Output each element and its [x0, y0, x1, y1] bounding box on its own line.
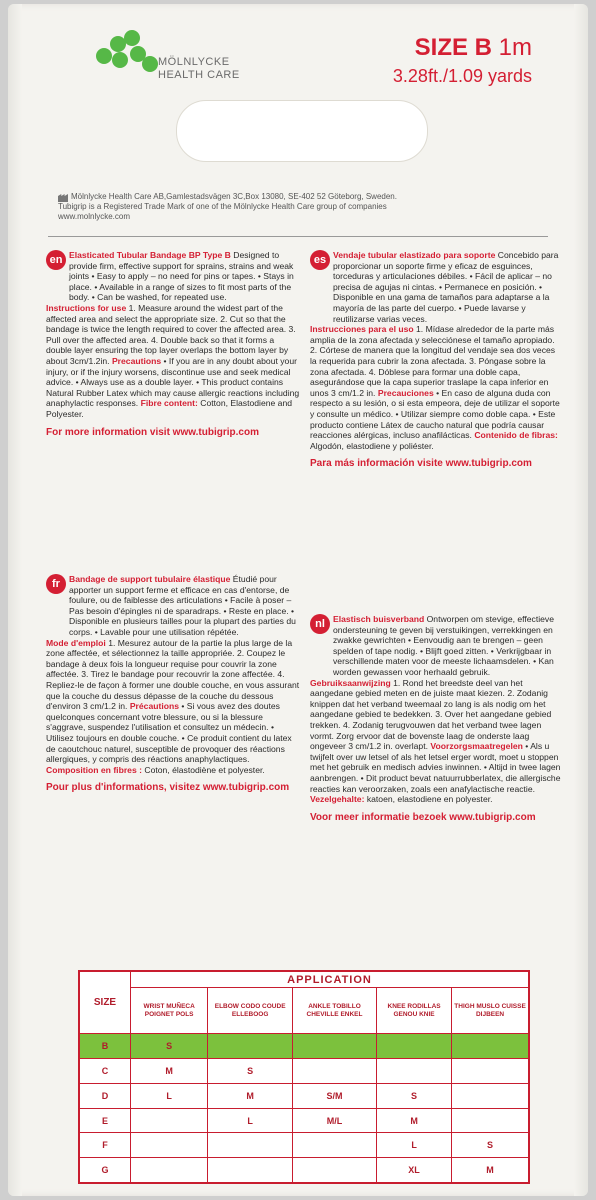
package-edge-left	[8, 4, 22, 1196]
size-title	[393, 34, 532, 87]
table-cell	[292, 1034, 376, 1059]
table-cell	[452, 1108, 529, 1133]
table-cell	[377, 1059, 452, 1084]
table-cell	[208, 1158, 293, 1183]
table-cell: S	[377, 1083, 452, 1108]
table-cell	[452, 1059, 529, 1084]
section-es	[310, 250, 564, 470]
company-address: Mölnlycke Health Care AB,Gamlestadsvägen 3C,Box 13080, SE-402 52 Göteborg, Sweden.	[71, 192, 397, 202]
precautions-label-nl: Voorzorgsmaatregelen	[430, 741, 523, 752]
intro-fr: Étudié pour apporter un support ferme et efficace en cas d'entorse, de foulure, ou de faiblesse des articulations • Facile à poser – Pas besoin d'épingles ni de sparadraps. • Reste en place. • Disponible en plusieurs tailles pour la plupart des parties du corps. • Lavable pour une utilisation répétée.	[69, 574, 296, 637]
fibre-label-fr: Composition en fibres :	[46, 764, 142, 775]
lang-badge-es: es	[310, 250, 330, 270]
instructions-fr: 1. Mesurez autour de la partie la plus large de la zone affectée, et sélectionnez la taille appropriée. 2. Coupez le bandage à deux fois la longueur requise pour couvrir la zone affectée. 3. Tirez le bandage pour recouvrir la zone affectée. 4. Repliez-le de façon à former une double couche, en vous assurant que la couche du dessus dépasse de la couche du dessous d'environ 3 cm/1.2 in.	[46, 637, 300, 712]
package-back	[8, 4, 588, 1196]
company-web: www.molnlycke.com	[58, 212, 131, 222]
table-row	[80, 1133, 529, 1158]
instructions-es: 1. Mídase alrededor de la parte más amplia de la zona afectada y selecciónese el tamaño apropiado. 2. Córtese de manera que la longitud del vendaje sea dos veces la requerida para cubrir la zona afectada. 3. Póngase sobre la zona afectada. 4. Dóblese para formar una doble capa, asegurándose que la capa superior traslape la capa inferior en unos 3 cm/1.2 in.	[310, 324, 556, 398]
table-cell	[452, 1083, 529, 1108]
fibre-label-es: Contenido de fibras:	[474, 430, 558, 441]
section-en	[46, 250, 300, 439]
table-cell	[452, 1034, 529, 1059]
table-cell: L	[131, 1083, 208, 1108]
size-cell: D	[80, 1083, 131, 1108]
instructions-label-fr: Mode d'emploi	[46, 637, 106, 648]
table-cell	[131, 1158, 208, 1183]
table-cell	[208, 1133, 293, 1158]
divider	[48, 236, 548, 237]
section-nl	[310, 614, 564, 824]
lang-badge-en: en	[46, 250, 66, 270]
package-edge-right	[574, 4, 588, 1196]
instructions-label-es: Instrucciones para el uso	[310, 324, 414, 335]
hang-hole	[176, 100, 428, 162]
table-cell	[292, 1158, 376, 1183]
title-fr: Bandage de support tubulaire élastique	[69, 574, 231, 584]
more-info-fr: Pour plus d'informations, visitez www.tubigrip.com	[46, 782, 290, 794]
size-cell: C	[80, 1059, 131, 1084]
company-info	[58, 192, 558, 222]
table-cell: M/L	[292, 1108, 376, 1133]
fibre-fr: Coton, élastodiène et polyester.	[144, 764, 265, 775]
column-header-knee: KNEE RODILLAS GENOU KNIE	[377, 988, 452, 1034]
intro-es: Concebido para proporcionar un soporte firme y eficaz de esguinces, torceduras y articulaciones débiles. • Fácil de aplicar – no precisa de agujas ni cintas. • Permanece en posición. • Disponible en una gama de tamaños para adaptarse a la mayoría de las parte del cuerpo. • Puede lavarse y reutilizarse varias veces.	[333, 250, 559, 324]
brand-line-1: MÖLNLYCKE	[158, 56, 230, 68]
fibre-es: Algodón, elastodiene y poliéster.	[310, 440, 434, 451]
table-cell: S	[131, 1034, 208, 1059]
column-header-elbow: ELBOW CODO COUDE ELLEBOOG	[208, 988, 293, 1034]
fibre-label-nl: Vezelgehalte:	[310, 794, 365, 805]
table-cell: XL	[377, 1158, 452, 1183]
application-header: APPLICATION	[131, 972, 529, 988]
table-cell: L	[377, 1133, 452, 1158]
table-cell: S/M	[292, 1083, 376, 1108]
size-length: 1m	[498, 34, 532, 61]
size-cell: E	[80, 1108, 131, 1133]
more-info-nl: Voor meer informatie bezoek www.tubigrip.com	[310, 811, 536, 823]
fibre-label-en: Fibre content:	[140, 398, 198, 409]
table-cell: M	[452, 1158, 529, 1183]
precautions-nl: • Als u twijfelt over uw letsel of als het letsel erger wordt, moet u stoppen met het gebruik en medisch advies inwinnen. • Altijd in twee lagen aanbrengen. • Dit product bevat natuurrubberlatex, die allergische reacties kan veroorzaken, zoals een anafylactische reactie.	[310, 741, 561, 794]
column-header-ankle: ANKLE TOBILLO CHEVILLE ENKEL	[292, 988, 376, 1034]
table-cell	[131, 1108, 208, 1133]
intro-nl: Ontworpen om stevige, effectieve ondersteuning te geven bij verstuikingen, verrekkingen en zwakke gewrichten • Eenvoudig aan te brengen – geen spelden of tape nodig. • Blijft goed zitten. • Verkrijgbaar in verschillende maten voor de meeste lichaamsdelen. • Kan worden gewassen voor herhaald gebruik.	[333, 614, 555, 677]
instructions-label-nl: Gebruiksaanwijzing	[310, 677, 391, 688]
lang-badge-fr: fr	[46, 574, 66, 594]
size-cell: G	[80, 1158, 131, 1183]
table-cell: S	[452, 1133, 529, 1158]
precautions-label-en: Precautions	[111, 355, 162, 366]
table-cell: M	[208, 1083, 293, 1108]
table-cell	[131, 1133, 208, 1158]
table-cell: M	[131, 1059, 208, 1084]
size-label: SIZE B	[414, 34, 492, 61]
table-cell: L	[208, 1108, 293, 1133]
instructions-en: 1. Measure around the widest part of the affected area and select the appropriate size. 2. Cut so that the bandage is twice the length required to cover the affected area. 3. Pull over the affected area. 4. Double back so that it forms a double layer ensuring the top layer overlaps the bottom layer by about 3cm/1.2in.	[46, 302, 296, 366]
size-application-table	[78, 970, 530, 1184]
precautions-es: • En caso de alguna duda con respecto a su lesión, o si esta empeora, deje de utilizar el soporte y consulte un médico. • Utilizar siempre como doble capa. • Este producto contiene Látex de caucho natural que podría causar reacciones alérgicas, incluso anafilácticas.	[310, 387, 560, 441]
instructions-label-en: Instructions for use	[46, 302, 127, 313]
title-es: Vendaje tubular elastizado para soporte	[333, 250, 496, 260]
brand-line-2: HEALTH CARE	[158, 69, 240, 81]
table-cell	[377, 1034, 452, 1059]
title-en: Elasticated Tubular Bandage BP Type B	[69, 250, 231, 260]
brand-name	[158, 56, 240, 82]
instructions-nl: 1. Rond het breedste deel van het aangedane gebied meten en de juiste maat kiezen. 2. Zodanig knippen dat het verband tweemaal zo lang is als nodig om het aangedane gebied te bedekken. 3. Over het aangedane gebied trekken. 4. Zodanig terugvouwen dat het verband twee lagen vormt. Zorg ervoor dat de bovenste laag de onderste laag ongeveer 3 cm/1.2 in. overlapt.	[310, 677, 552, 752]
intro-en: Designed to provide firm, effective support for sprains, strains and weak joints • Easy to apply – no need for pins or tapes. • Stays in place. • Available in a range of sizes to fit most parts of the body. • Can be washed, for repeated use.	[69, 250, 294, 303]
table-row	[80, 1158, 529, 1183]
column-header-wrist: WRIST MUÑECA POIGNET POLS	[131, 988, 208, 1034]
more-info-en: For more information visit www.tubigrip.com	[46, 426, 259, 438]
table-row	[80, 1059, 529, 1084]
column-header-thigh: THIGH MUSLO CUISSE DIJBEEN	[452, 988, 529, 1034]
table-cell	[292, 1059, 376, 1084]
table-row	[80, 1034, 529, 1059]
table-cell	[292, 1133, 376, 1158]
title-nl: Elastisch buisverband	[333, 614, 425, 624]
table-cell: M	[377, 1108, 452, 1133]
company-trademark: Tubigrip is a Registered Trade Mark of one of the Mölnlycke Health Care group of companies	[58, 202, 387, 212]
section-fr	[46, 574, 300, 794]
fibre-en: Cotton, Elastodiene and Polyester.	[46, 398, 293, 419]
lang-badge-nl: nl	[310, 614, 330, 634]
precautions-en: • If you are in any doubt about your injury, or if the injury worsens, discontinue use and seek medical advice. • Always use as a double layer. • This product contains Natural Rubber Latex which may cause allergic reactions including anaphylactic responses.	[46, 355, 300, 409]
size-cell: F	[80, 1133, 131, 1158]
size-cell: B	[80, 1034, 131, 1059]
size-column-header: SIZE	[80, 972, 131, 1034]
table-row	[80, 1108, 529, 1133]
precautions-label-es: Precauciones	[377, 387, 434, 398]
size-imperial: 3.28ft./1.09 yards	[392, 66, 532, 86]
factory-icon	[58, 192, 68, 202]
fibre-nl: katoen, elastodiene en polyester.	[366, 794, 493, 805]
precautions-fr: • Si vous avez des doutes quelconques concernant votre blessure, ou si la blessure s'aggrave, suspendez l'utilisation et consultez un médecin. • Utilisez toujours en double couche. • Ce produit contient du latex de caoutchouc naturel, susceptible de provoquer des réactions allergiques, y compris des réactions anaphylactiques.	[46, 701, 292, 765]
precautions-label-fr: Précautions	[129, 701, 180, 712]
table-cell: S	[208, 1059, 293, 1084]
table-cell	[208, 1034, 293, 1059]
table-row	[80, 1083, 529, 1108]
more-info-es: Para más información visite www.tubigrip.com	[310, 458, 532, 470]
